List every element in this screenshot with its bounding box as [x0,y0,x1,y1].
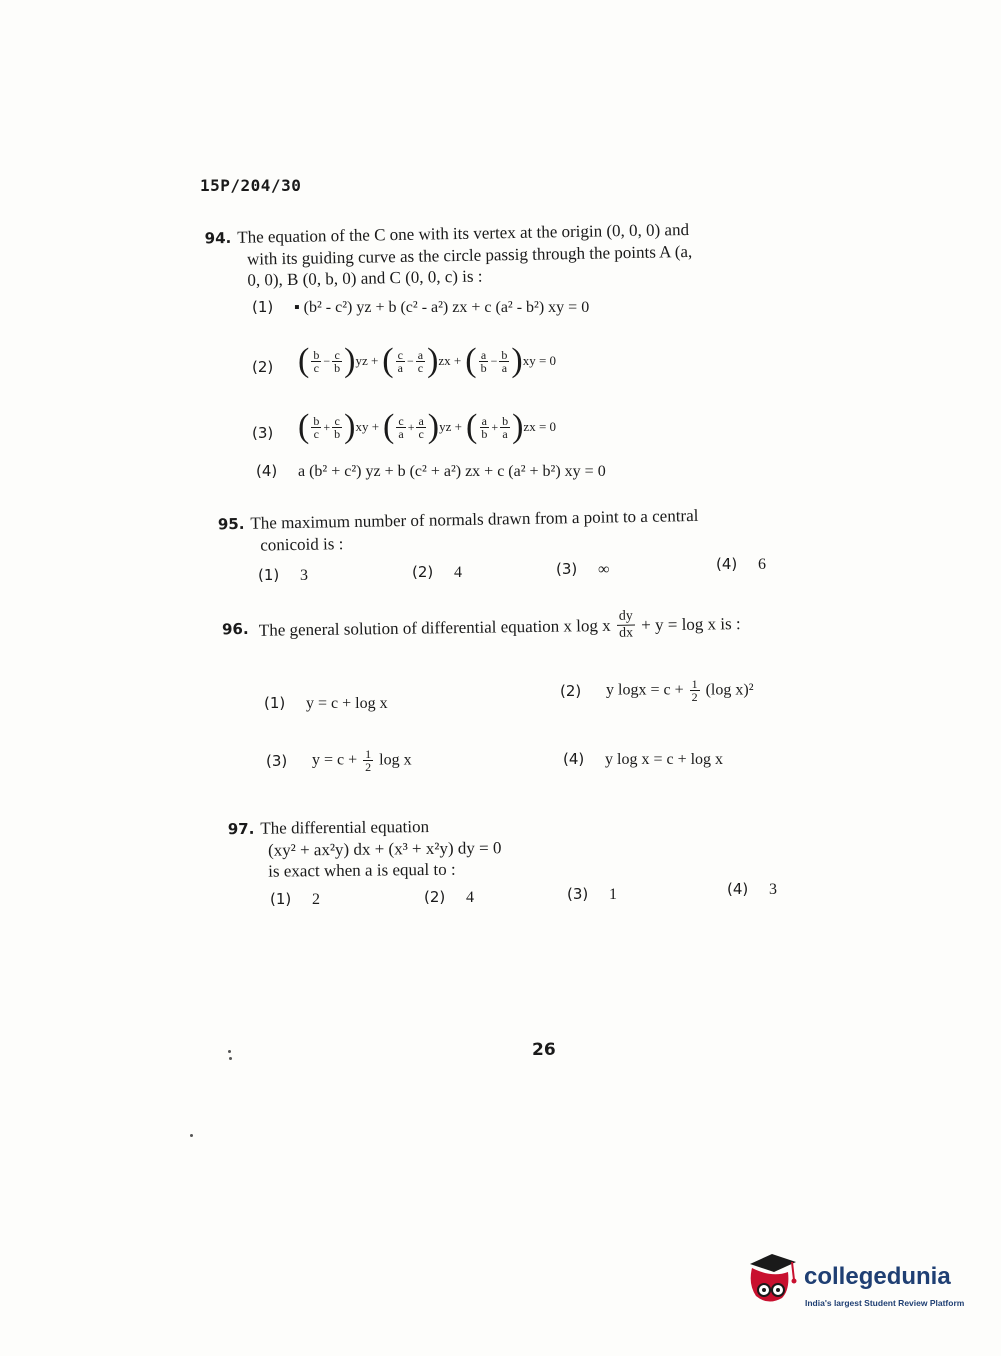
question-94 [204,217,825,292]
option-94-2 [252,342,557,379]
question-number: 95. [217,514,245,534]
option-text: 2 [312,891,320,908]
option-text: 6 [758,556,766,573]
option-number: (4) [563,750,585,768]
option-number: (1) [258,566,280,584]
option-text: 3 [769,881,777,898]
option-96-2 [560,678,754,703]
option-95-3 [556,560,609,579]
question-stem: + y = log x is : [641,614,741,635]
math-term: ( $\frac{b}{c}$ − $\frac{c}{b}$ ) yz + [298,342,379,379]
option-number: (1) [252,298,274,316]
option-number: (3) [556,560,578,578]
option-number: (2) [252,358,274,377]
question-stem-line: with its guiding curve as the circle passig through the points A (a, [246,241,693,269]
option-97-3 [567,885,617,904]
option-94-4 [256,462,606,481]
option-text: 3 [300,567,308,584]
option-number: (2) [412,563,434,581]
question-stem-line: 0, 0), B (0, b, 0) and C (0, 0, c) is : [247,266,483,290]
option-text: 4 [466,889,474,906]
option-text: y log x = c + log x [605,751,724,768]
paper-code: 15P/204/30 [200,176,302,195]
derivative-fraction: $\frac{dy}{dx}$ [618,608,634,641]
option-number: (2) [424,888,446,906]
option-96-1 [264,694,388,713]
question-stem-line: The equation of the C one with its vertex at the origin (0, 0, 0) and [237,219,690,247]
brand-name: collegedunia [804,1263,951,1290]
option-number: (4) [256,462,278,480]
option-94-1 [252,298,589,317]
half-fraction: $\frac{1}{2}$ [691,677,698,704]
option-number: (1) [264,694,286,712]
math-term: ( $\frac{b}{c}$ + $\frac{c}{b}$ ) xy + [298,408,380,445]
question-96 [222,606,842,648]
option-text: ▪ (b² - c²) yz + b (c² - a²) zx + c (a² - b²) xy = 0 [294,299,590,316]
math-term: ( $\frac{a}{b}$ − $\frac{b}{a}$ ) xy = 0 [465,342,557,379]
question-stem-line: is exact when a is equal to : [268,859,456,881]
option-97-1 [270,890,320,909]
option-number: (1) [270,890,292,908]
option-number: (4) [727,880,749,898]
option-number: (3) [567,885,589,903]
option-number: (3) [266,751,288,770]
option-text: 4 [454,564,462,581]
brand-tagline: India's largest Student Review Platform [805,1298,965,1308]
math-term: ( $\frac{a}{b}$ + $\frac{b}{a}$ ) zx = 0 [465,408,557,445]
question-97 [228,814,629,882]
option-text: ∞ [598,561,610,578]
option-97-2 [424,888,474,907]
option-text: log x [379,751,412,769]
option-95-4 [716,555,766,574]
option-95-1 [258,566,308,585]
math-term: ( $\frac{c}{a}$ + $\frac{a}{c}$ ) yz + [383,408,462,445]
question-number: 94. [204,228,232,248]
option-text: y = c + [312,751,358,769]
question-stem: The general solution of differential equation x log x [258,615,611,640]
option-96-3 [266,748,412,773]
option-text: y = c + log x [306,695,388,712]
mascot-logo-icon [742,1250,802,1312]
math-term: ( $\frac{c}{a}$ − $\frac{a}{c}$ ) zx + [382,342,462,379]
half-fraction: $\frac{1}{2}$ [365,747,372,774]
option-number: (3) [252,424,274,443]
option-97-4 [727,880,777,899]
question-95 [218,503,829,557]
option-text: (log x)² [705,681,754,699]
option-number: (4) [716,555,738,573]
option-94-3 [252,408,557,445]
option-text: y logx = c + [606,681,684,699]
option-95-2 [412,563,462,582]
option-text: 1 [609,886,617,903]
question-stem-line: conicoid is : [260,534,344,555]
page-number: 26 [532,1040,556,1060]
question-stem-line: (xy² + ax²y) dx + (x³ + x²y) dy = 0 [267,838,502,860]
scan-speck [190,1134,193,1137]
scan-speck [229,1057,232,1060]
question-stem-line: The differential equation [260,816,430,838]
question-number: 97. [227,819,255,839]
option-96-4 [563,750,723,769]
question-number: 96. [221,620,249,639]
scan-speck [228,1050,231,1053]
option-number: (2) [560,681,582,700]
question-stem-line: The maximum number of normals drawn from a point to a central [250,505,699,533]
option-text: a (b² + c²) yz + b (c² + a²) zx + c (a² + b²) xy = 0 [298,463,606,480]
